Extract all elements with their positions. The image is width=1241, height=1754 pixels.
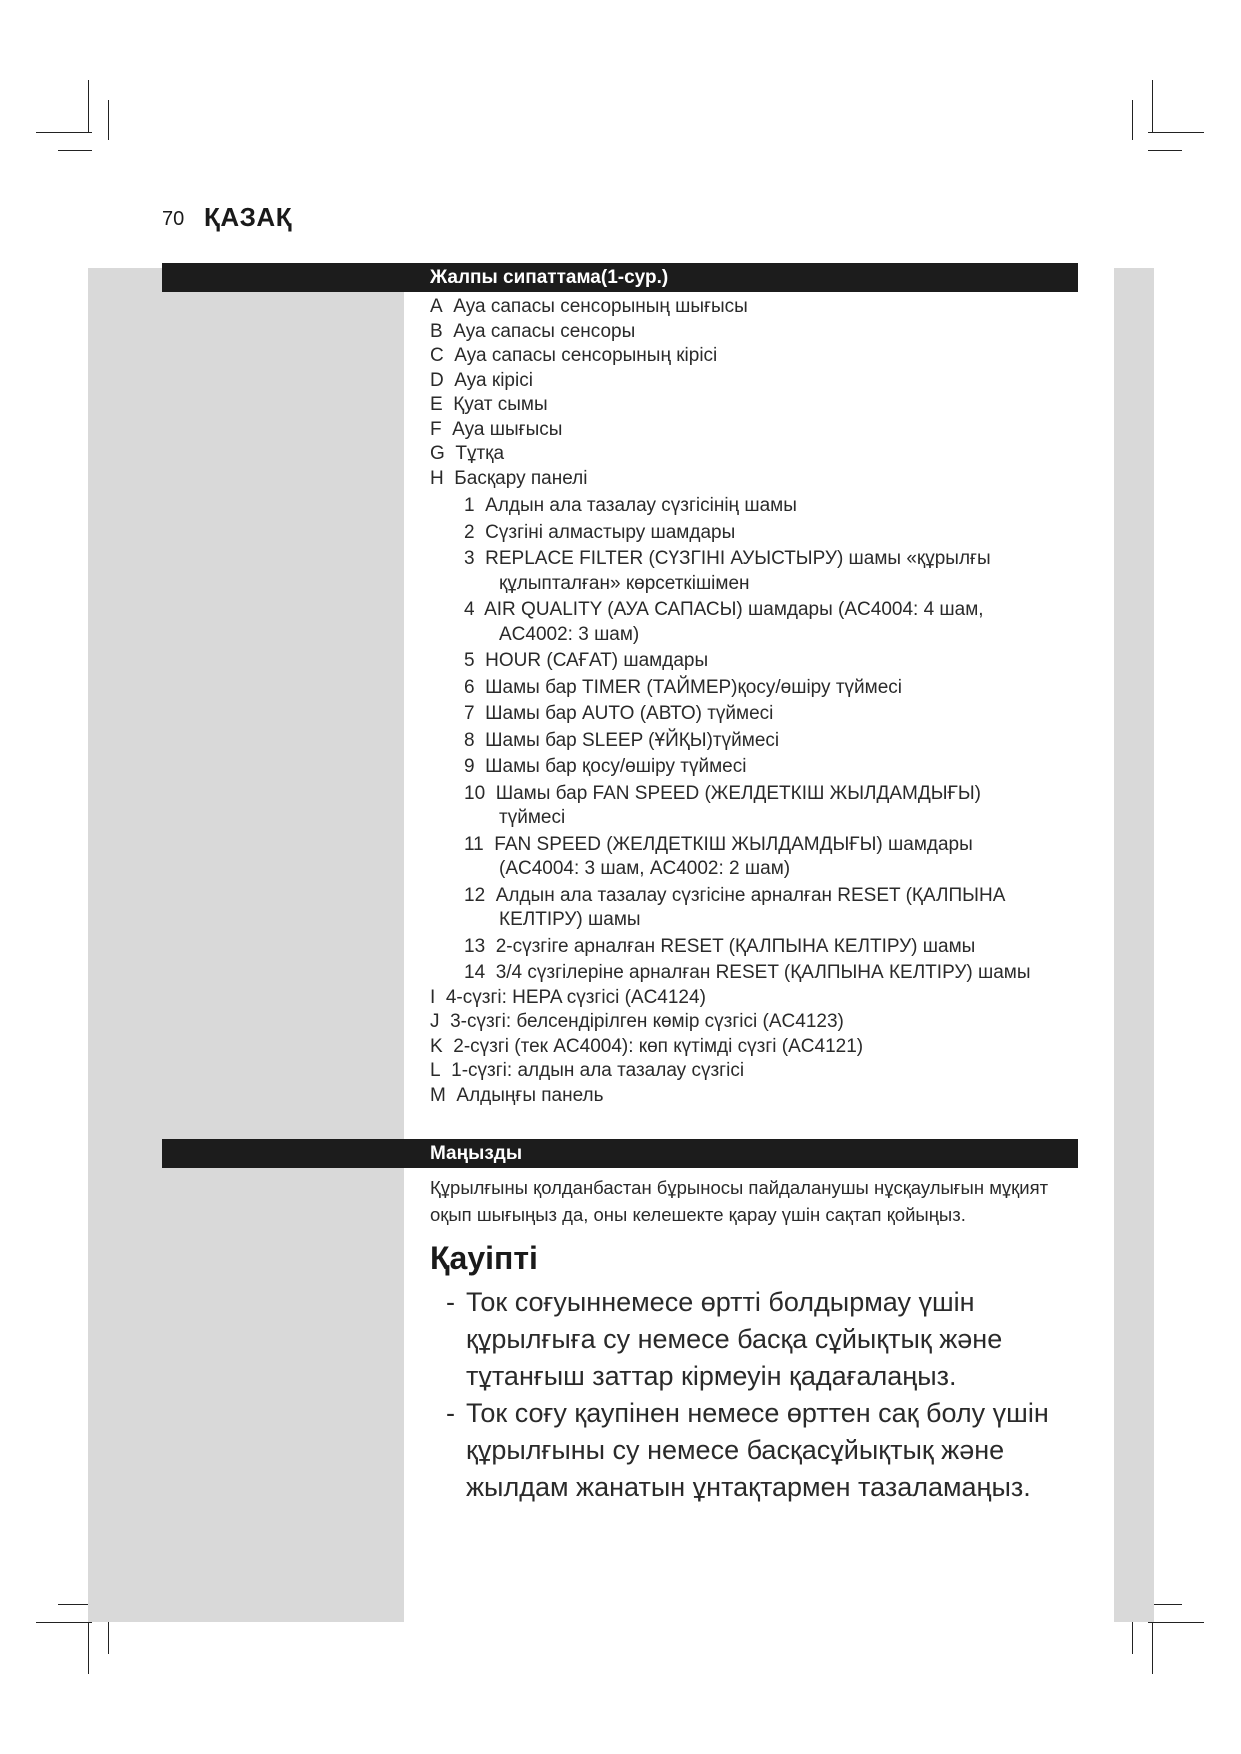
- list-item: M Алдыңғы панель: [430, 1084, 604, 1106]
- crop-mark: [36, 132, 92, 133]
- control-panel-item: 2 Сүзгіні алмастыру шамдары: [464, 521, 736, 543]
- crop-mark: [108, 100, 109, 140]
- control-panel-item: 13 2-сүзгіге арналған RESET (ҚАЛПЫНА КЕЛТІРУ) шамы: [464, 935, 976, 957]
- list-item: F Ауа шығысы: [430, 418, 563, 440]
- important-paragraph: Құрылғыны қолданбастан бұрыносы пайдаланушы нұсқаулығын мұқият оқып шығыңыз да, оны келешекте қарау үшін сақтап қойыңыз.: [430, 1177, 1049, 1225]
- list-item: J 3-сүзгі: белсендірілген көмір сүзгісі (AC4123): [430, 1011, 844, 1032]
- control-panel-item: 5 HOUR (САҒАТ) шамдары: [464, 650, 709, 671]
- list-item: L 1-сүзгі: алдын ала тазалау сүзгісі: [430, 1060, 745, 1081]
- control-panel-item: 8 Шамы бар SLEEP (ҰЙҚЫ)түймесі: [464, 729, 780, 751]
- danger-list: [446, 1284, 1086, 1506]
- crop-mark: [88, 1622, 89, 1674]
- crop-mark: [1148, 150, 1182, 151]
- crop-mark: [58, 1604, 92, 1605]
- parts-list: [430, 295, 1080, 1108]
- list-item: B Ауа сапасы сенсоры: [430, 320, 636, 342]
- section-title-important: Маңызды: [430, 1143, 523, 1164]
- list-item: A Ауа сапасы сенсорының шығысы: [430, 296, 748, 317]
- list-item: H Басқару панелі: [430, 467, 588, 489]
- crop-mark: [58, 150, 92, 151]
- control-panel-item: 12 Алдын ала тазалау сүзгісіне арналған RESET (ҚАЛПЫНА КЕЛТІРУ) шамы: [464, 884, 1006, 930]
- page-number: 70: [162, 208, 185, 230]
- language-heading: ҚАЗАҚ: [204, 202, 293, 232]
- crop-mark: [1148, 132, 1204, 133]
- control-panel-item: 14 3/4 сүзгілеріне арналған RESET (ҚАЛПЫНА КЕЛТІРУ) шамы: [464, 962, 1031, 983]
- danger-item: - Ток соғу қаупінен немесе өрттен сақ болу үшін құрылғыны су немесе басқасұйықтық және жылдам жанатын ұнтақтармен тазаламаңыз.: [446, 1398, 1049, 1502]
- list-item: K 2-сүзгі (тек AC4004): көп күтімді сүзгі (AC4121): [430, 1035, 864, 1057]
- list-item: D Ауа кірісі: [430, 369, 533, 391]
- crop-mark: [1152, 80, 1153, 132]
- right-margin-panel: [1114, 268, 1154, 1622]
- crop-mark: [88, 80, 89, 132]
- danger-heading: Қауіпті: [430, 1240, 538, 1276]
- danger-item: - Ток соғуыннемесе өртті болдырмау үшін құрылғыға су немесе басқа сұйықтық және тұтанғыш заттар кірмеуін қадағалаңыз.: [446, 1287, 1003, 1391]
- control-panel-item: 6 Шамы бар TIMER (ТАЙМЕР)қосу/өшіру түймесі: [464, 676, 902, 698]
- control-panel-item: 10 Шамы бар FAN SPEED (ЖЕЛДЕТКІШ ЖЫЛДАМДЫҒЫ) түймесі: [464, 782, 981, 828]
- control-panel-item: 1 Алдын ала тазалау сүзгісінің шамы: [464, 495, 797, 516]
- list-item: G Тұтқа: [430, 443, 505, 464]
- control-panel-item: 3 REPLACE FILTER (СҮЗГІНІ АУЫСТЫРУ) шамы «құрылғы құлыпталған» көрсеткішімен: [464, 548, 991, 594]
- list-item: C Ауа сапасы сенсорының кірісі: [430, 345, 718, 366]
- control-panel-item: 9 Шамы бар қосу/өшіру түймесі: [464, 756, 747, 777]
- control-panel-item: 7 Шамы бар AUTO (АВТО) түймесі: [464, 703, 774, 724]
- crop-mark: [36, 1622, 92, 1623]
- section-bar-important: [162, 1139, 1078, 1168]
- crop-mark: [1148, 1622, 1204, 1623]
- crop-mark: [1152, 1622, 1153, 1674]
- control-panel-item: 4 AIR QUALITY (АУА САПАСЫ) шамдары (AC4004: 4 шам, AC4002: 3 шам): [464, 599, 984, 645]
- left-margin-panel: [88, 268, 404, 1622]
- crop-mark: [1132, 100, 1133, 140]
- list-item: I 4-сүзгі: HEPA сүзгісі (AC4124): [430, 986, 706, 1008]
- control-panel-item: 11 FAN SPEED (ЖЕЛДЕТКІШ ЖЫЛДАМДЫҒЫ) шамдары (AC4004: 3 шам, AC4002: 2 шам): [464, 833, 973, 879]
- list-item: E Қуат сымы: [430, 394, 548, 415]
- section-title-description: Жалпы сипаттама(1-сур.): [430, 267, 669, 288]
